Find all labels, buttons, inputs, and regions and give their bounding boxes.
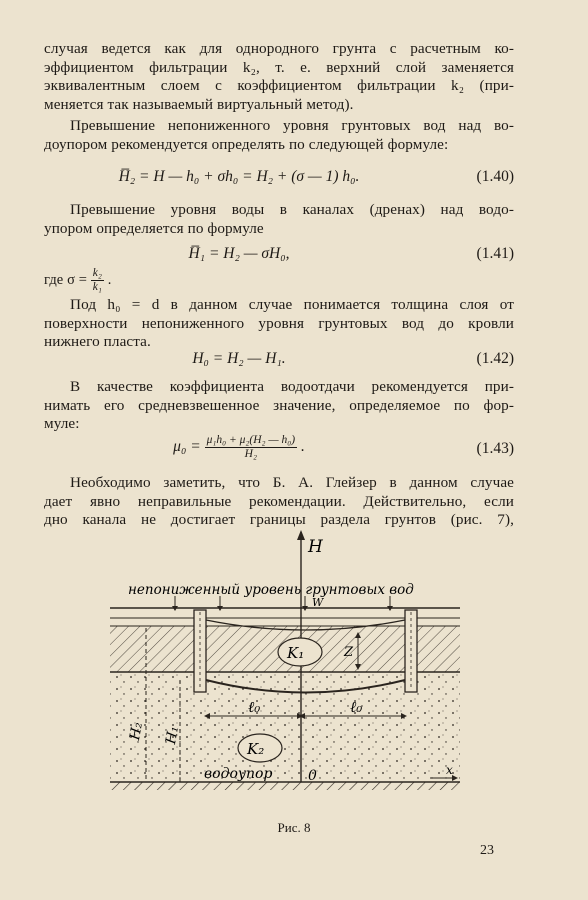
paragraph-2: [44, 117, 514, 154]
equation-expression: H̅₂ = H — h₀ + σh₀ = H₂ + (σ — 1) h₀.: [118, 168, 360, 185]
text-line: упором определяется по формуле: [44, 219, 264, 237]
text-line: Необходимо заметить, что Б. А. Глейзер в данном случае: [70, 474, 514, 491]
fraction-denominator: H₂: [244, 448, 257, 460]
sigma-fraction: [91, 267, 104, 294]
drain-right: [405, 610, 417, 692]
text-line: дно канала не достигает границы раздела грунтов (рис. 7),: [44, 511, 514, 528]
paragraph-3: [44, 201, 514, 238]
equation-1-40: [44, 166, 514, 188]
text-line: эффициентом фильтрации k₂, т. е. верхний слой заменяется: [44, 58, 514, 76]
equation-expression: H̅₁ = H₂ — σH₀,: [188, 245, 290, 262]
fraction-numerator: μ₁h₀ + μ₂(H₂ — h₀): [206, 434, 296, 446]
figure-8-drainage-diagram: [100, 530, 480, 820]
label-h1: H₁: [163, 724, 182, 746]
equation-number: (1.43): [476, 440, 514, 457]
text-line: дает явно неправильные рекомендации. Действительно, если: [44, 492, 514, 510]
where-suffix: .: [107, 271, 112, 288]
label-h2: H₂: [127, 720, 146, 742]
fraction-numerator: k₂: [92, 267, 103, 279]
label-k1: K₁: [287, 644, 305, 662]
equation-1-43: [44, 432, 514, 466]
fraction-denominator: k₁: [92, 281, 103, 293]
label-l0-left: ℓ₀: [248, 698, 261, 716]
text-line: В качестве коэффициента водоотдачи рекомендуется при-: [70, 378, 514, 395]
where-clause: [44, 267, 514, 294]
label-k2: K₂: [247, 740, 265, 758]
equation-number: (1.41): [476, 245, 514, 262]
label-x: x: [446, 763, 453, 777]
text-line: Превышение непониженного уровня грунтовых вод над во-: [70, 117, 514, 134]
equation-1-41: [44, 243, 514, 265]
page-number: 23: [480, 843, 494, 858]
text-line: Под h₀ = d в данном случае понимается толщина слоя от: [70, 296, 514, 313]
paragraph-4: [44, 296, 514, 352]
label-z: Z: [344, 645, 354, 660]
text-line: доупором рекомендуется определять по следующей формуле:: [44, 135, 449, 153]
drain-left: [194, 610, 206, 692]
mu-fraction: [205, 434, 298, 461]
paragraph-5: [44, 378, 514, 434]
text-line: поверхности непониженного уровня грунтовых вод до кровли: [44, 314, 514, 332]
aquitard-hatch: [110, 782, 460, 790]
label-top-level: непониженный уровень грунтовых вод: [128, 582, 414, 598]
equation-1-42: [44, 348, 514, 370]
equation-expression: H₀ = H₂ — H₁.: [192, 350, 286, 367]
text-line: эквивалентным слоем с коэффициентом фильтрации k₂ (при-: [44, 77, 514, 94]
label-origin: 0: [308, 768, 317, 784]
equation-lhs: μ₀ =: [173, 438, 201, 456]
paragraph-1: [44, 40, 514, 114]
text-line: нижнего пласта.: [44, 333, 151, 350]
label-l0-right: ℓ₀: [350, 698, 363, 716]
figure-caption: Рис. 8: [277, 820, 311, 835]
equation-expression: [44, 434, 434, 461]
paragraph-6: [44, 474, 514, 530]
text-line: муле:: [44, 415, 80, 432]
where-prefix: где σ =: [44, 271, 87, 288]
equation-number: (1.42): [476, 350, 514, 367]
text-line: меняется так называемый виртуальный метод).: [44, 95, 354, 113]
text-line: нимать его средневзвешенное значение, определяемое по фор-: [44, 396, 514, 414]
text-line: случая ведется как для однородного грунта с расчетным ко-: [44, 40, 514, 57]
label-aquitard: водоупор: [204, 766, 273, 782]
label-h: H: [308, 537, 323, 557]
text-line: Превышение уровня воды в каналах (дренах) над водо-: [70, 201, 514, 218]
equation-suffix: .: [300, 438, 305, 456]
label-w: W: [312, 596, 324, 609]
equation-number: (1.40): [476, 168, 514, 185]
